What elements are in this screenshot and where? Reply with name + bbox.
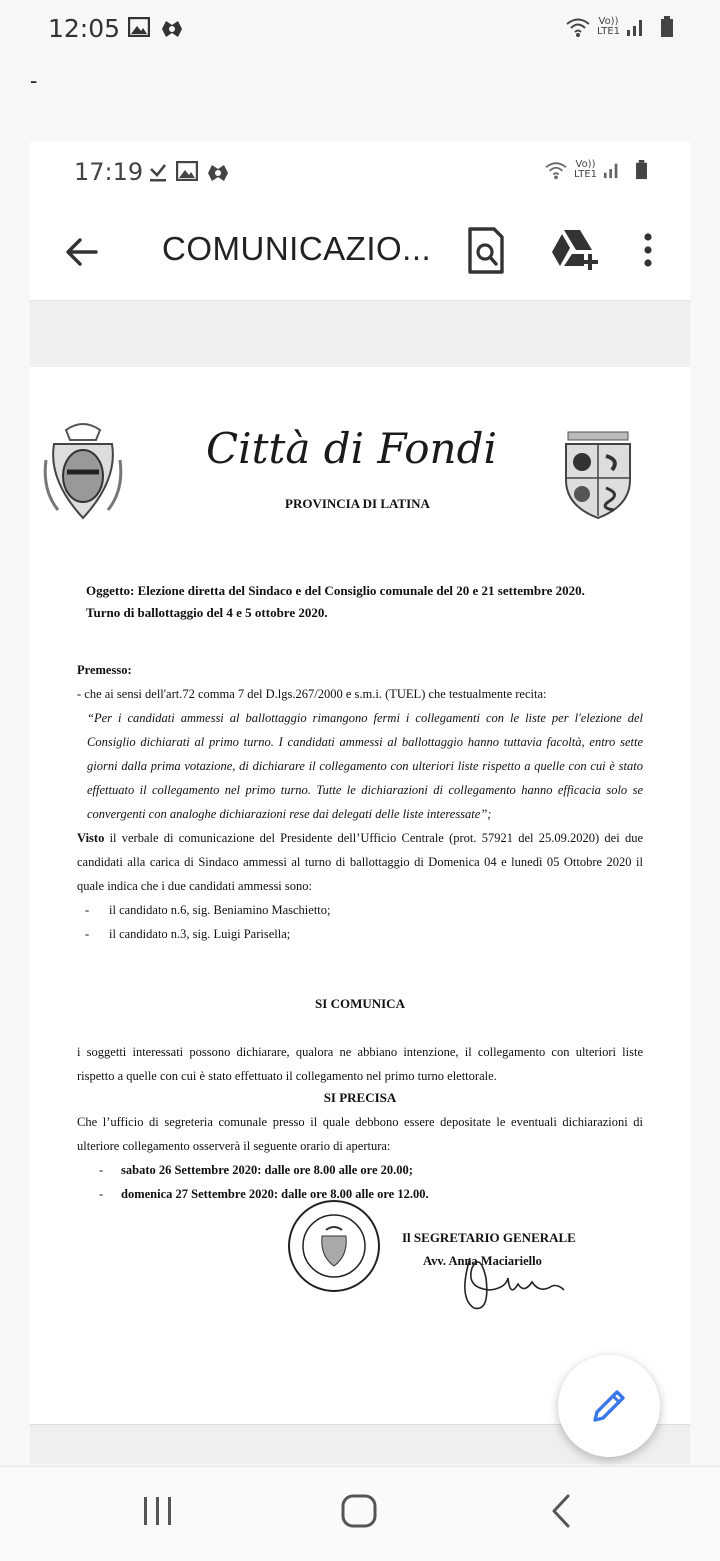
- back-button[interactable]: [60, 230, 104, 274]
- document-title: COMUNICAZIO...: [162, 230, 432, 267]
- province-heading: PROVINCIA DI LATINA: [285, 496, 430, 511]
- app-bar: [30, 202, 690, 298]
- si-precisa-heading: SI PRECISA: [323, 1090, 397, 1105]
- home-button[interactable]: [340, 1493, 378, 1534]
- document-body: [77, 658, 643, 946]
- signal-icon: [626, 17, 646, 37]
- doc-search-icon: [464, 226, 508, 276]
- fondi-crest-icon: [40, 420, 126, 524]
- network-label: Vo)) LTE1: [574, 159, 597, 180]
- recents-button[interactable]: [140, 1493, 176, 1534]
- drive-add-icon: [550, 226, 600, 272]
- signer-name: Avv. Anna Maciariello: [423, 1254, 542, 1268]
- game-icon: [206, 161, 230, 183]
- battery-icon: [660, 16, 674, 38]
- battery-icon: [635, 160, 648, 180]
- edit-button[interactable]: [558, 1355, 660, 1457]
- back-arrow-icon: [60, 230, 104, 274]
- inner-status-bar: [30, 142, 690, 202]
- wifi-icon: [565, 16, 591, 38]
- find-in-document-button[interactable]: [464, 226, 508, 281]
- navigation-bar: [0, 1466, 720, 1561]
- network-label: Vo)) LTE1: [597, 16, 620, 37]
- signal-icon: [603, 161, 621, 179]
- page-gap: [30, 300, 690, 367]
- game-icon: [160, 17, 184, 39]
- schedule-item: - sabato 26 Settembre 2020: dalle ore 8.00 alle ore 20.00;: [99, 1163, 413, 1177]
- more-options-button[interactable]: [640, 232, 656, 273]
- premesso-intro: - che ai sensi dell'art.72 comma 7 del D.lgs.267/2000 e s.m.i. (TUEL) che testualmente recita:: [77, 687, 547, 701]
- municipal-seal: [286, 1198, 382, 1294]
- premesso-label: Premesso:: [77, 663, 132, 677]
- candidate-item: - il candidato n.6, sig. Beniamino Maschietto;: [85, 903, 331, 917]
- schedule-item: - domenica 27 Settembre 2020: dalle ore 8.00 alle ore 12.00.: [99, 1187, 429, 1201]
- check-download-icon: [148, 161, 168, 183]
- nav-back-button[interactable]: [548, 1493, 576, 1534]
- page-marker: -: [30, 68, 38, 93]
- inner-status-time: 17:19: [74, 158, 144, 186]
- precisa-text: Che l’ufficio di segreteria comunale presso il quale debbono essere depositate le eventuali dichiarazioni di ulteriore collegamento osserverà il seguente orario di apertura:: [77, 1115, 643, 1153]
- law-quote: “Per i candidati ammessi al ballottaggio rimangono fermi i collegamenti con le liste per l'elezione del Consiglio dichiarati al primo turno. I candidati ammessi al ballottaggio hanno tuttavia facoltà, entro sette giorni dalla prima votazione, di dichiarare il collegamento con ulteriori liste rispetto a quelle con cui è stato effettuato il collegamento nel primo turno. Tutte le dichiarazioni di collegamento hanno efficacia solo se convergenti con analoghe dichiarazioni rese dai delegati delle liste interessate”;: [87, 711, 643, 821]
- document-page: [30, 368, 690, 1418]
- add-to-drive-button[interactable]: [550, 226, 600, 277]
- gallery-icon: [128, 17, 150, 37]
- candidate-item: - il candidato n.3, sig. Luigi Parisella;: [85, 927, 291, 941]
- si-comunica-heading: SI COMUNICA: [315, 996, 405, 1011]
- handwritten-signature: [450, 1238, 570, 1318]
- nav-back-icon: [548, 1493, 576, 1529]
- recents-icon: [140, 1493, 176, 1529]
- subject-line: Oggetto: Elezione diretta del Sindaco e del Consiglio comunale del 20 e 21 settembre 2020. Turno di ballottaggio del 4 e 5 ottobre 2020.: [86, 583, 585, 620]
- wifi-icon: [544, 160, 568, 180]
- gallery-icon: [176, 161, 198, 181]
- signer-role: Il SEGRETARIO GENERALE: [402, 1230, 576, 1245]
- status-time: 12:05: [48, 14, 121, 43]
- status-bar: [0, 0, 720, 58]
- more-vert-icon: [640, 232, 656, 268]
- province-crest-icon: [560, 430, 636, 520]
- visto-paragraph: Visto il verbale di comunicazione del Presidente dell’Ufficio Centrale (prot. 57921 del 25.09.2020) dei due candidati alla carica di Sindaco ammessi al turno di ballottaggio di Domenica 04 e lunedì 05 Ottobre 2020 il quale indica che i due candidati ammessi sono:: [77, 831, 643, 893]
- home-icon: [340, 1493, 378, 1529]
- edit-pencil-icon: [589, 1386, 629, 1426]
- comunica-text: i soggetti interessati possono dichiarare, qualora ne abbiano intenzione, il collegamento con ulteriori liste rispetto a quelle con cui è stato effettuato il collegamento nel primo turno elettorale.: [77, 1045, 643, 1083]
- embedded-screenshot: [30, 142, 690, 1464]
- city-heading: Città di Fondi: [206, 424, 497, 473]
